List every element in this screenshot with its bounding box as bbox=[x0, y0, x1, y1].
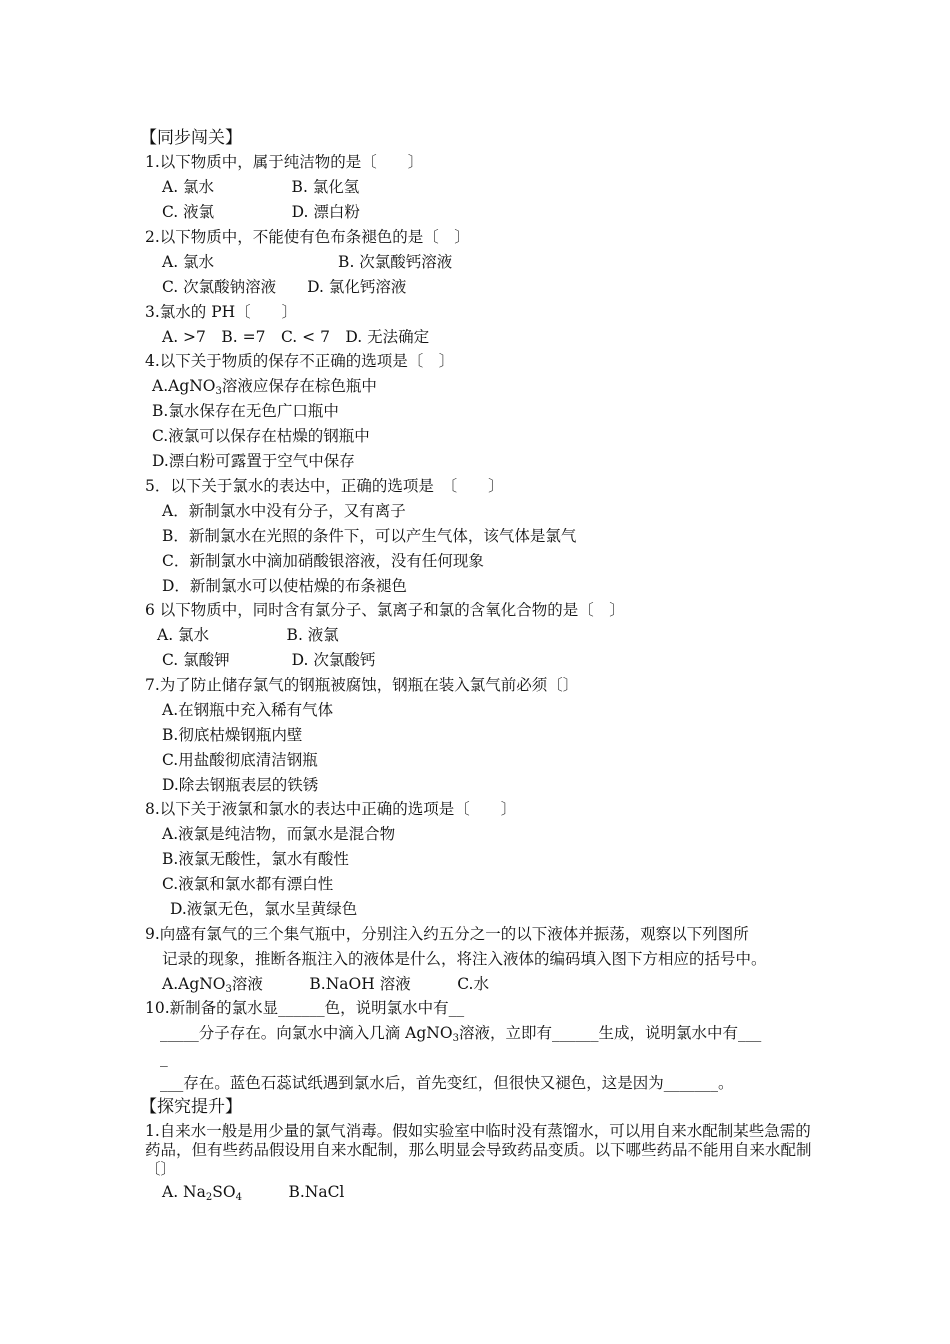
q8-option-b: B.液氯无酸性，氯水有酸性 bbox=[162, 850, 349, 868]
q1-options-row2: C. 液氯 D. 漂白粉 bbox=[162, 203, 360, 221]
q5-option-c: C．新制氯水中滴加硝酸银溶液，没有任何现象 bbox=[162, 552, 484, 570]
q5-option-b: B．新制氯水在光照的条件下，可以产生气体，该气体是氯气 bbox=[162, 527, 577, 545]
q6-options-row2: C. 氯酸钾 D. 次氯酸钙 bbox=[162, 651, 376, 669]
q4-option-c: C.液氯可以保存在枯燥的钢瓶中 bbox=[152, 427, 370, 445]
q5-stem: 5．以下关于氯水的表达中，正确的选项是 〔 〕 bbox=[145, 477, 504, 495]
q2-options-row1: A. 氯水 B. 次氯酸钙溶液 bbox=[162, 253, 453, 271]
q7-option-c: C.用盐酸彻底清洁钢瓶 bbox=[162, 751, 318, 769]
q9-stem-line1: 9.向盛有氯气的三个集气瓶中，分别注入约五分之一的以下液体并振荡，观察以下列图所 bbox=[145, 925, 749, 943]
q8-stem: 8.以下关于液氯和氯水的表达中正确的选项是〔 〕 bbox=[145, 800, 517, 818]
q7-option-a: A.在钢瓶中充入稀有气体 bbox=[162, 701, 334, 719]
e1-options: A. $Na_2SO_4$ B.NaCl bbox=[162, 1183, 345, 1203]
q4-option-b: B.氯水保存在无色广口瓶中 bbox=[152, 402, 339, 420]
q2-stem: 2.以下物质中，不能使有色布条褪色的是〔 〕 bbox=[145, 228, 470, 246]
q10-line2: _____分子存在。向氯水中滴入几滴 AgNO$_3$溶液，立即有______生成，说明氯水中有___ bbox=[160, 1024, 762, 1044]
q2-options-row2: C. 次氯酸钠溶液 D. 氯化钙溶液 bbox=[162, 278, 407, 296]
q4-option-d: D.漂白粉可露置于空气中保存 bbox=[152, 452, 355, 470]
q7-stem: 7.为了防止储存氯气的钢瓶被腐蚀，钢瓶在装入氯气前必须〔〕 bbox=[145, 676, 579, 694]
q3-options-row1: A. >7 B. =7 C. < 7 D. 无法确定 bbox=[162, 328, 430, 346]
section-title-explore: 【探究提升】 bbox=[140, 1097, 242, 1117]
q1-stem: 1.以下物质中，属于纯洁物的是〔 〕 bbox=[145, 153, 424, 171]
q4-stem: 4.以下关于物质的保存不正确的选项是〔 〕 bbox=[145, 352, 455, 370]
q9-stem-line2: 记录的现象，推断各瓶注入的液体是什么，将注入液体的编码填入图下方相应的括号中。 bbox=[162, 950, 767, 968]
q8-option-a: A.液氯是纯洁物，而氯水是混合物 bbox=[162, 825, 396, 843]
q5-option-d: D．新制氯水可以使枯燥的布条褪色 bbox=[162, 577, 407, 595]
section-title-sync: 【同步闯关】 bbox=[140, 128, 242, 148]
q10-line3: _ bbox=[160, 1049, 168, 1067]
q7-option-d: D.除去钢瓶表层的铁锈 bbox=[162, 776, 319, 794]
q6-stem: 6 以下物质中，同时含有氯分子、氯离子和氯的含氧化合物的是〔 〕 bbox=[145, 601, 625, 619]
q9-options: A.AgNO$_3$溶液 B.NaOH 溶液 C.水 bbox=[162, 975, 489, 995]
q8-option-c: C.液氯和氯水都有漂白性 bbox=[162, 875, 334, 893]
q1-options-row1: A. 氯水 B. 氯化氢 bbox=[162, 178, 360, 196]
q4-option-a: A.AgNO$_3$溶液应保存在棕色瓶中 bbox=[152, 377, 377, 397]
q6-options-row1: A. 氯水 B. 液氯 bbox=[157, 626, 339, 644]
q5-option-a: A．新制氯水中没有分子，又有离子 bbox=[162, 502, 406, 520]
q8-option-d: D.液氯无色，氯水呈黄绿色 bbox=[170, 900, 358, 918]
e1-stem: 1.自来水一般是用少量的氯气消毒。假如实验室中临时没有蒸馏水，可以用自来水配制某些急需的药品，但有些药品假设用自来水配制，那么明显会导致药品变质。以下哪些药品不能用自来水配制〔〕 bbox=[145, 1122, 812, 1178]
q7-option-b: B.彻底枯燥钢瓶内壁 bbox=[162, 726, 303, 744]
q10-line4: ___存在。蓝色石蕊试纸遇到氯水后，首先变红，但很快又褪色，这是因为_______。 bbox=[160, 1074, 734, 1092]
q3-stem: 3.氯水的 PH〔 〕 bbox=[145, 303, 298, 321]
q10-line1: 10.新制备的氯水显______色，说明氯水中有__ bbox=[145, 999, 465, 1017]
